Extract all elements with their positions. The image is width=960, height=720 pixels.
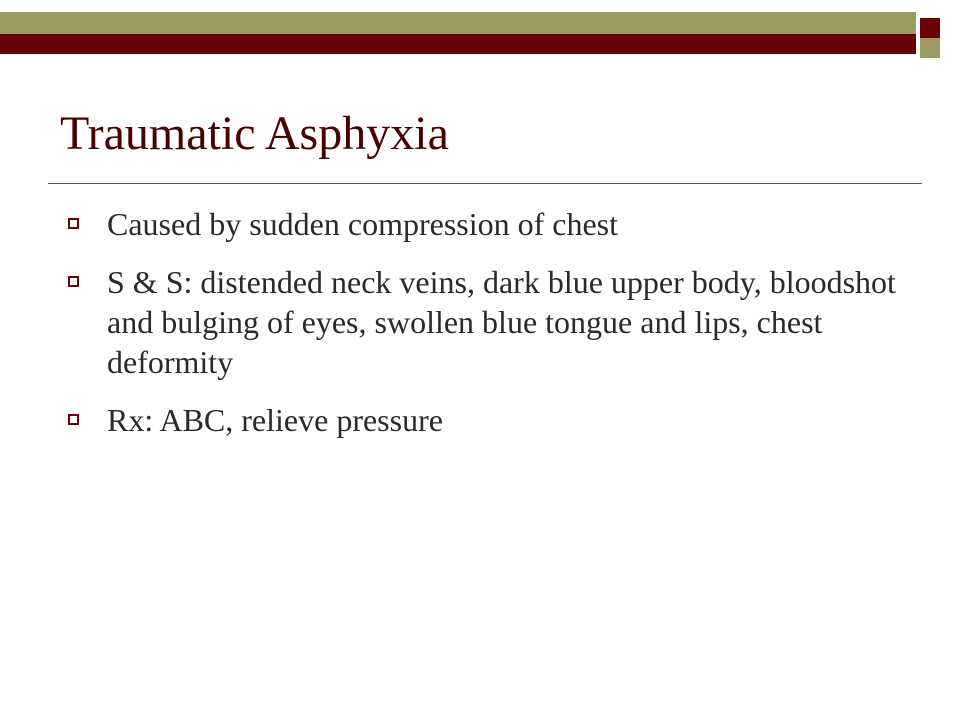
slide-title: Traumatic Asphyxia bbox=[60, 107, 449, 160]
hollow-square-bullet-icon bbox=[68, 276, 79, 287]
bullet-text: Caused by sudden compression of chest bbox=[107, 206, 619, 242]
hollow-square-bullet-icon bbox=[68, 218, 79, 229]
maroon-corner-square bbox=[920, 18, 940, 38]
bullet-item bbox=[64, 204, 904, 244]
bullet-item bbox=[64, 400, 904, 440]
bullet-text: S & S: distended neck veins, dark blue upper body, bloodshot and bulging of eyes, swollen blue tongue and lips, chest deformity bbox=[107, 264, 896, 380]
maroon-stripe bbox=[0, 34, 916, 54]
header-decoration-band bbox=[0, 0, 960, 64]
olive-corner-square bbox=[920, 38, 940, 58]
olive-stripe bbox=[0, 12, 916, 34]
title-divider bbox=[48, 183, 922, 184]
bullet-text: Rx: ABC, relieve pressure bbox=[107, 402, 443, 438]
hollow-square-bullet-icon bbox=[68, 414, 79, 425]
bullet-item bbox=[64, 262, 904, 382]
bullet-list bbox=[64, 204, 904, 458]
